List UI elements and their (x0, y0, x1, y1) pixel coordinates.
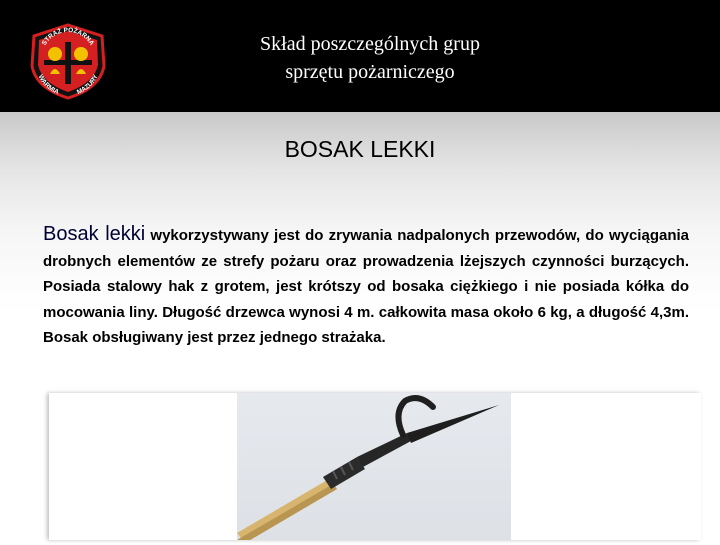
slide-header (0, 0, 720, 112)
fire-hook-photo-icon (237, 393, 511, 540)
photo-frame (49, 393, 701, 540)
description-body: wykorzystywany jest do zrywania nadpalonych przewodów, do wyciągania drobnych elementów ze strefy pożaru oraz prowadzenia lżejszych czynności burzących. Posiada stalowy hak z grotem, jest krótszy od bosaka ciężkiego i nie posiada kółka do mocowania liny. Długość drzewca wynosi 4 m. całkowita masa około 6 kg, a długość 4,3m. Bosak obsługiwany jest przez jednego strażaka. (43, 227, 689, 346)
fire-brigade-emblem-icon (28, 22, 108, 100)
logo-text-right: MAZURY (75, 73, 100, 97)
logo-text-top: STRAŻ POŻARNA (40, 26, 96, 47)
section-title: BOSAK LEKKI (284, 136, 436, 162)
slide-title-line-2: sprzętu pożarniczego (285, 61, 455, 83)
fire-hook-photo (237, 393, 511, 540)
logo-text-left: WARMIA (36, 73, 60, 97)
slide-title (150, 30, 590, 86)
description-lead-term: Bosak lekki (43, 223, 146, 245)
description-paragraph (43, 222, 689, 351)
slide-title-line-1: Skład poszczególnych grup (260, 33, 480, 55)
